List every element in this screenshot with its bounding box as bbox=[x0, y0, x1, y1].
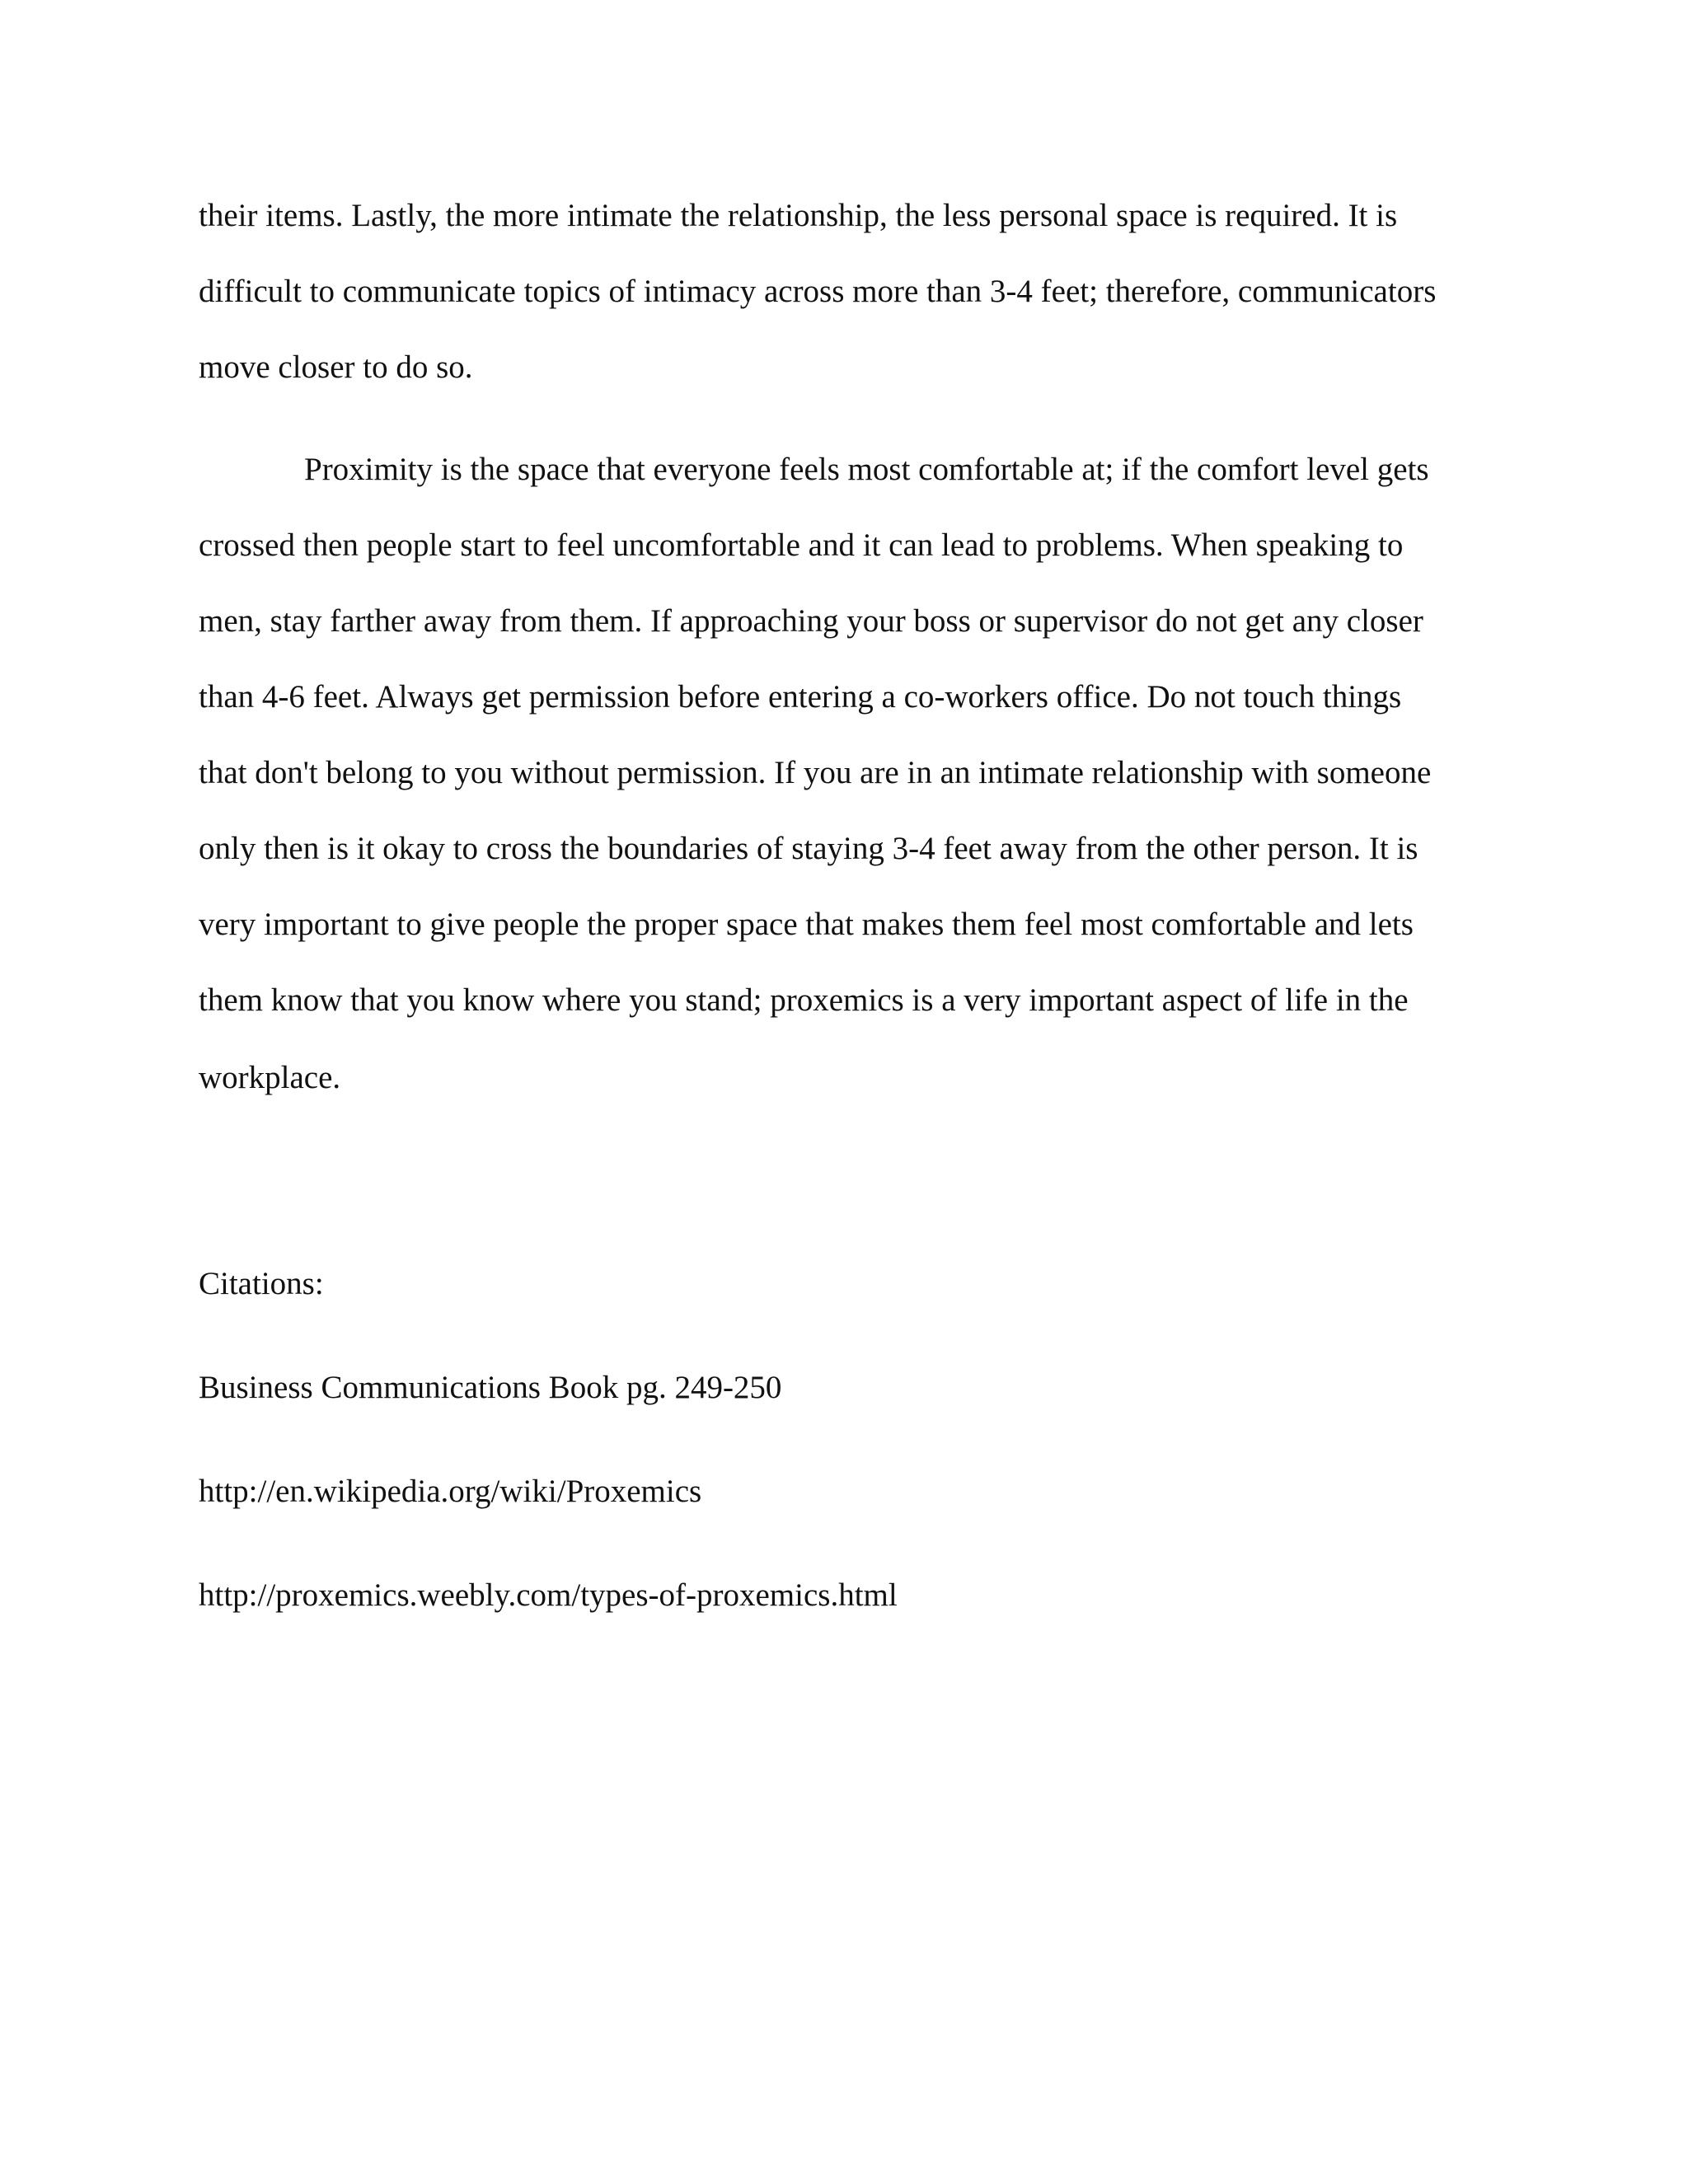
text-line: than 4-6 feet. Always get permission before entering a co-workers office. Do not touch things bbox=[199, 679, 1402, 715]
citation-entry: http://proxemics.weebly.com/types-of-proxemics.html bbox=[199, 1577, 898, 1613]
text-line: men, stay farther away from them. If approaching your boss or supervisor do not get any closer bbox=[199, 603, 1423, 639]
text-line: difficult to communicate topics of intimacy across more than 3-4 feet; therefore, communicators bbox=[199, 274, 1437, 309]
text-line: them know that you know where you stand; proxemics is a very important aspect of life in the bbox=[199, 982, 1409, 1018]
text-line: very important to give people the proper space that makes them feel most comfortable and lets bbox=[199, 907, 1414, 942]
text-line-indented: Proximity is the space that everyone feels most comfortable at; if the comfort level gets bbox=[304, 452, 1429, 487]
citation-entry: http://en.wikipedia.org/wiki/Proxemics bbox=[199, 1474, 702, 1509]
text-line: that don't belong to you without permission. If you are in an intimate relationship with someone bbox=[199, 755, 1432, 790]
citation-entry: Business Communications Book pg. 249-250 bbox=[199, 1370, 782, 1405]
text-line: only then is it okay to cross the boundaries of staying 3-4 feet away from the other person. It is bbox=[199, 831, 1418, 866]
citations-heading: Citations: bbox=[199, 1266, 324, 1301]
text-line: move closer to do so. bbox=[199, 349, 473, 385]
text-line: workplace. bbox=[199, 1060, 341, 1095]
text-line: their items. Lastly, the more intimate the relationship, the less personal space is required. It is bbox=[199, 198, 1398, 233]
text-line: crossed then people start to feel uncomfortable and it can lead to problems. When speaking to bbox=[199, 527, 1404, 563]
